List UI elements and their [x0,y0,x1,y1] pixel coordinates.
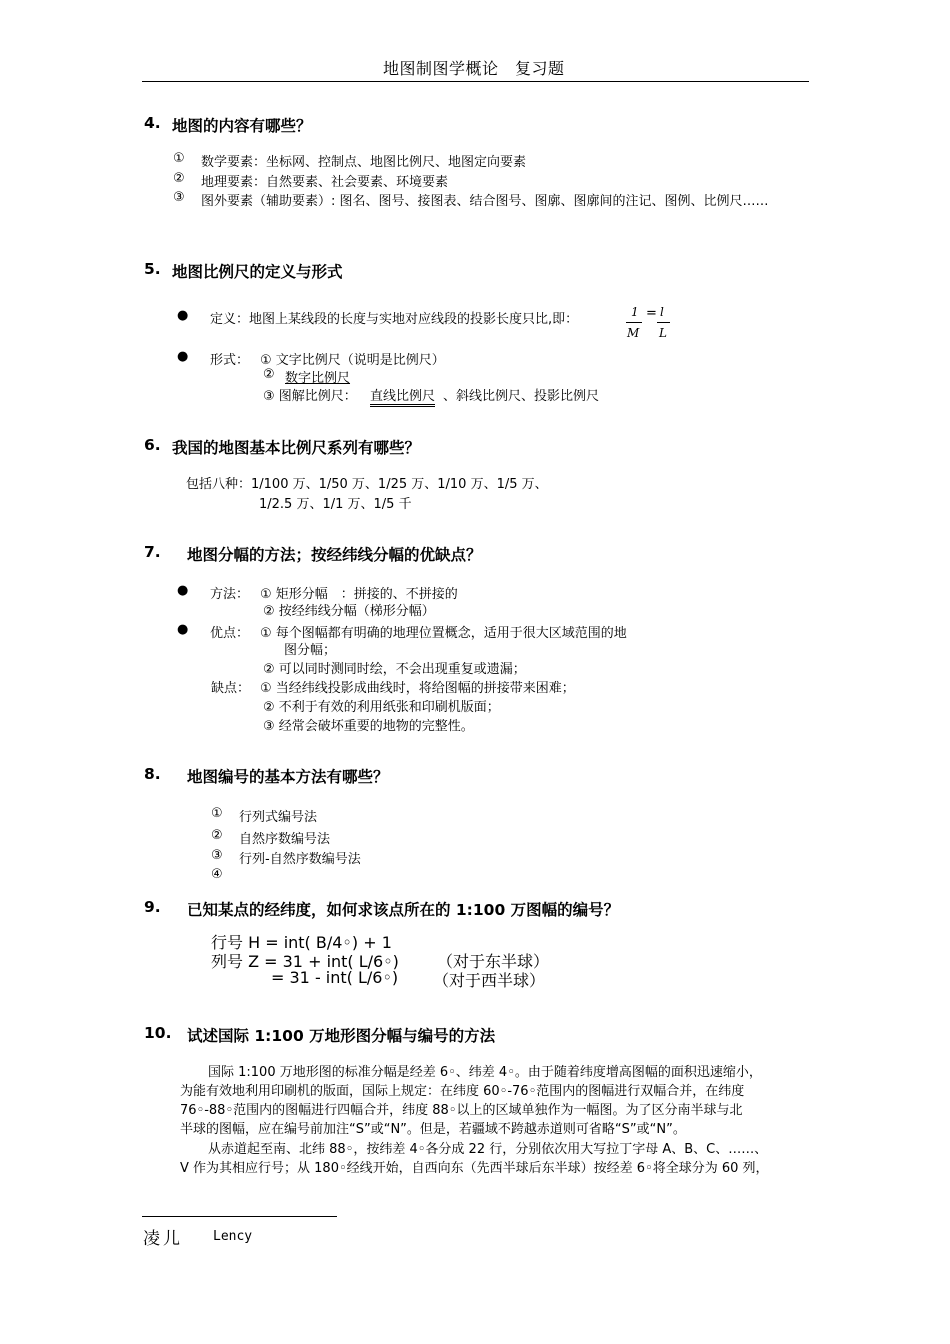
q8-title: 地图编号的基本方法有哪些？ [187,768,389,786]
bullet-icon: ● [177,583,189,598]
q10-paragraph-line: 为能有效地利用印刷机的版面，国际上规定：在纬度 60◦-76◦范围内的图幅进行双幅合并，在纬度 [180,1084,745,1099]
q7-method-1: ① 矩形分幅 ：拼接的、不拼接的 [260,587,458,602]
fraction-right-denominator: L [659,326,667,340]
q7-adv-label: 优点： [210,626,250,641]
q10-paragraph-line: 从赤道起至南、北纬 88◦，按纬差 4◦各分成 22 行，分别依次用大写拉丁字母 A、B、C、……、 [208,1142,768,1157]
q4-number: 4. [144,114,161,132]
q7-title: 地图分幅的方法；按经纬线分幅的优缺点？ [187,546,482,564]
q7-method-label: 方法： [210,587,250,602]
q4-item-1-text: 数学要素：坐标网、控制点、地图比例尺、地图定向要素 [201,155,527,170]
fraction-left-denominator: M [627,326,640,340]
q8-item-2-text: 自然序数编号法 [239,832,331,847]
fraction-right-numerator: l [660,305,664,319]
q5-form-3-underlined: 直线比例尺 [370,385,435,407]
q5-number: 5. [144,260,161,278]
q7-dis-1: ① 当经纬线投影成曲线时，将给图幅的拼接带来困难； [260,681,575,696]
fraction-left-bar [626,322,642,323]
footer-author-name: 凌儿 [143,1229,183,1249]
q5-form-2-symbol: ② [263,367,275,382]
q7-adv-2: ② 可以同时测同时绘，不会出现重复或遗漏； [263,662,526,677]
q5-form-1: ① 文字比例尺（说明是比例尺） [260,353,445,368]
q5-title: 地图比例尺的定义与形式 [172,263,343,281]
header-rule [142,81,809,82]
q9-formula-col-east-note: （对于东半球） [437,952,550,971]
fraction-left-numerator: 1 [631,305,639,319]
q10-paragraph-line: 76◦-88◦范围内的图幅进行四幅合并，纬度 88◦以上的区域单独作为一幅图。为了区分南半球与北 [180,1103,743,1118]
q8-item-3-text: 行列-自然序数编号法 [239,852,361,867]
q8-number: 8. [144,765,161,783]
q7-dis-label: 缺点： [211,681,251,696]
bullet-icon: ● [177,349,189,364]
q4-item-2-text: 地理要素：自然要素、社会要素、环境要素 [201,175,449,190]
q7-number: 7. [144,543,161,561]
q5-definition: 定义：地图上某线段的长度与实地对应线段的投影长度只比,即： [210,312,579,327]
q5-form-2-text: 数字比例尺 [285,371,351,386]
page-header-title: 地图制图学概论 复习题 [383,59,565,78]
fraction-right-bar [657,322,670,323]
q5-forms-label: 形式： [210,353,250,368]
q6-number: 6. [144,436,161,454]
q9-number: 9. [144,898,161,916]
q6-line-2: 1/2.5 万、1/1 万、1/5 千 [259,497,412,512]
q9-title: 已知某点的经纬度，如何求该点所在的 1:100 万图幅的编号？ [187,901,620,919]
q9-formula-col-east: 列号 Z = 31 + int( L/6◦) [211,952,399,971]
q7-adv-1a: ① 每个图幅都有明确的地理位置概念，适用于很大区域范围的地 [260,626,627,641]
bullet-icon: ● [177,308,189,323]
q8-item-1-text: 行列式编号法 [239,810,318,825]
q5-form-3-prefix: ③ 图解比例尺： [263,389,357,404]
q10-paragraph-line: V 作为其相应行号；从 180◦经线开始，自西向东（先西半球后东半球）按经差 6◦将全球分为 60 列， [180,1161,769,1176]
fraction-equals: = [646,306,657,321]
q8-item-1-symbol: ① [211,806,223,821]
q10-paragraph-line: 半球的图幅，应在编号前加注“S”或“N”。但是，若疆域不跨越赤道则可省略“S”或“N”。 [180,1122,686,1137]
q9-formula-col-west: = 31 - int( L/6◦) [271,968,399,987]
q9-formula-row: 行号 H = int( B/4◦) + 1 [211,933,392,952]
q9-formula-col-west-note: （对于西半球） [433,971,546,990]
q8-item-4-symbol: ④ [211,867,223,882]
q4-item-1-symbol: ① [173,151,185,166]
footer-rule [142,1216,337,1217]
bullet-icon: ● [177,622,189,637]
q4-item-3-text: 图外要素（辅助要素）: 图名、图号、接图表、结合图号、图廓、图廓间的注记、图例、比例尺…… [201,194,769,209]
q4-title: 地图的内容有哪些？ [172,117,312,135]
q7-adv-1b: 图分幅； [284,643,337,658]
q6-title: 我国的地图基本比例尺系列有哪些？ [172,439,421,457]
q4-item-3-symbol: ③ [173,190,185,205]
q7-dis-2: ② 不利于有效的利用纸张和印刷机版面； [263,700,500,715]
q10-title: 试述国际 1:100 万地形图分幅与编号的方法 [187,1027,496,1045]
q8-item-2-symbol: ② [211,828,223,843]
q10-number: 10. [144,1024,172,1042]
q7-method-2: ② 按经纬线分幅（梯形分幅） [263,604,435,619]
q8-item-3-symbol: ③ [211,848,223,863]
q6-line-1: 包括八种：1/100 万、1/50 万、1/25 万、1/10 万、1/5 万、 [186,477,548,492]
q5-form-3-rest: 、斜线比例尺、投影比例尺 [443,389,600,404]
q4-item-2-symbol: ② [173,171,185,186]
q7-dis-3: ③ 经常会破坏重要的地物的完整性。 [263,719,474,734]
q10-paragraph-line: 国际 1:100 万地形图的标准分幅是经差 6◦、纬差 4◦。由于随着纬度增高图幅的面积迅速缩小， [208,1065,762,1080]
footer-author-name-en: Lency [213,1229,253,1244]
